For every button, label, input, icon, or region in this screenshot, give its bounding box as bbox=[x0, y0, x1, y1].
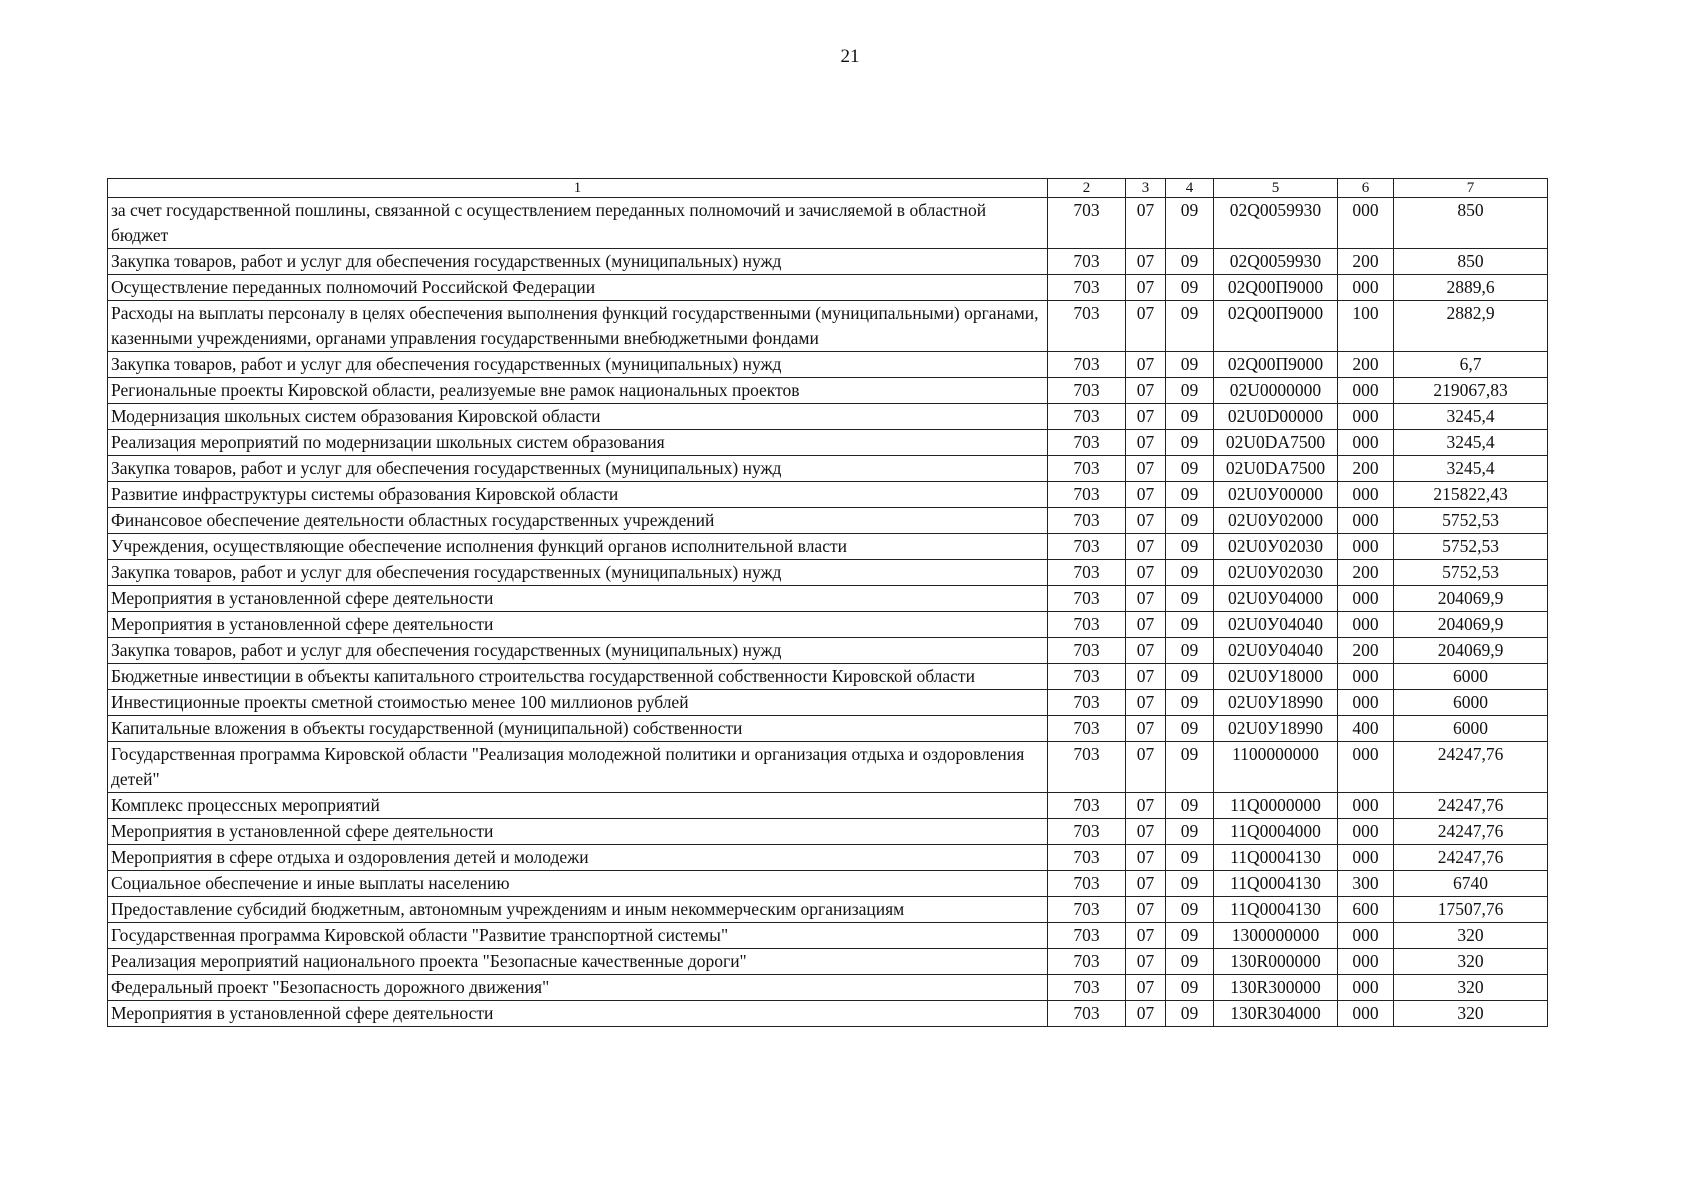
ministry-code-cell: 703 bbox=[1048, 949, 1126, 975]
amount-cell: 204069,9 bbox=[1394, 638, 1548, 664]
amount-cell: 219067,83 bbox=[1394, 378, 1548, 404]
amount-cell: 2889,6 bbox=[1394, 275, 1548, 301]
ministry-code-cell: 703 bbox=[1048, 249, 1126, 275]
expense-type-cell: 000 bbox=[1338, 690, 1394, 716]
ministry-code-cell: 703 bbox=[1048, 508, 1126, 534]
expense-name-cell: Финансовое обеспечение деятельности областных государственных учреждений bbox=[108, 508, 1048, 534]
subsection-code-cell: 09 bbox=[1166, 949, 1214, 975]
expense-type-cell: 000 bbox=[1338, 845, 1394, 871]
target-article-cell: 02U0У04040 bbox=[1214, 638, 1338, 664]
target-article-cell: 02U0У18990 bbox=[1214, 690, 1338, 716]
amount-cell: 320 bbox=[1394, 949, 1548, 975]
section-code-cell: 07 bbox=[1126, 249, 1166, 275]
column-header: 2 bbox=[1048, 179, 1126, 198]
subsection-code-cell: 09 bbox=[1166, 871, 1214, 897]
expense-name-cell: Реализация мероприятий по модернизации школьных систем образования bbox=[108, 430, 1048, 456]
table-row bbox=[108, 352, 1548, 378]
column-header: 1 bbox=[108, 179, 1048, 198]
ministry-code-cell: 703 bbox=[1048, 819, 1126, 845]
subsection-code-cell: 09 bbox=[1166, 1001, 1214, 1027]
expense-type-cell: 000 bbox=[1338, 742, 1394, 793]
expense-name-cell: Закупка товаров, работ и услуг для обеспечения государственных (муниципальных) нужд bbox=[108, 352, 1048, 378]
ministry-code-cell: 703 bbox=[1048, 845, 1126, 871]
section-code-cell: 07 bbox=[1126, 793, 1166, 819]
column-header: 3 bbox=[1126, 179, 1166, 198]
table-row bbox=[108, 638, 1548, 664]
subsection-code-cell: 09 bbox=[1166, 638, 1214, 664]
section-code-cell: 07 bbox=[1126, 378, 1166, 404]
expense-type-cell: 000 bbox=[1338, 1001, 1394, 1027]
table-row bbox=[108, 923, 1548, 949]
subsection-code-cell: 09 bbox=[1166, 275, 1214, 301]
amount-cell: 320 bbox=[1394, 975, 1548, 1001]
target-article-cell: 11Q0004130 bbox=[1214, 871, 1338, 897]
subsection-code-cell: 09 bbox=[1166, 897, 1214, 923]
ministry-code-cell: 703 bbox=[1048, 430, 1126, 456]
target-article-cell: 02Q0059930 bbox=[1214, 198, 1338, 249]
amount-cell: 6740 bbox=[1394, 871, 1548, 897]
expense-type-cell: 200 bbox=[1338, 249, 1394, 275]
target-article-cell: 02U0У02000 bbox=[1214, 508, 1338, 534]
table-row bbox=[108, 534, 1548, 560]
subsection-code-cell: 09 bbox=[1166, 534, 1214, 560]
amount-cell: 2882,9 bbox=[1394, 301, 1548, 352]
subsection-code-cell: 09 bbox=[1166, 819, 1214, 845]
section-code-cell: 07 bbox=[1126, 819, 1166, 845]
expense-name-cell: Комплекс процессных мероприятий bbox=[108, 793, 1048, 819]
expense-name-cell: Федеральный проект "Безопасность дорожного движения" bbox=[108, 975, 1048, 1001]
amount-cell: 6,7 bbox=[1394, 352, 1548, 378]
section-code-cell: 07 bbox=[1126, 923, 1166, 949]
expense-type-cell: 200 bbox=[1338, 352, 1394, 378]
amount-cell: 24247,76 bbox=[1394, 742, 1548, 793]
page-number: 21 bbox=[840, 46, 860, 67]
expense-name-cell: Государственная программа Кировской области "Реализация молодежной политики и организация отдыха и оздоровления детей" bbox=[108, 742, 1048, 793]
expense-name-cell: Закупка товаров, работ и услуг для обеспечения государственных (муниципальных) нужд bbox=[108, 456, 1048, 482]
amount-cell: 6000 bbox=[1394, 716, 1548, 742]
target-article-cell: 02U0У18000 bbox=[1214, 664, 1338, 690]
expense-name-cell: Мероприятия в установленной сфере деятельности bbox=[108, 819, 1048, 845]
section-code-cell: 07 bbox=[1126, 352, 1166, 378]
section-code-cell: 07 bbox=[1126, 198, 1166, 249]
target-article-cell: 02U0DA7500 bbox=[1214, 456, 1338, 482]
expense-name-cell: Мероприятия в сфере отдыха и оздоровления детей и молодежи bbox=[108, 845, 1048, 871]
ministry-code-cell: 703 bbox=[1048, 690, 1126, 716]
table-row bbox=[108, 198, 1548, 249]
column-header: 5 bbox=[1214, 179, 1338, 198]
column-header: 4 bbox=[1166, 179, 1214, 198]
amount-cell: 24247,76 bbox=[1394, 793, 1548, 819]
expense-name-cell: Расходы на выплаты персоналу в целях обеспечения выполнения функций государственными (муниципальными) органами, казенными учреждениями, органами управления государственными внебюджетными фондами bbox=[108, 301, 1048, 352]
ministry-code-cell: 703 bbox=[1048, 871, 1126, 897]
expense-type-cell: 100 bbox=[1338, 301, 1394, 352]
ministry-code-cell: 703 bbox=[1048, 664, 1126, 690]
expense-type-cell: 600 bbox=[1338, 897, 1394, 923]
subsection-code-cell: 09 bbox=[1166, 430, 1214, 456]
table-row bbox=[108, 378, 1548, 404]
table-row bbox=[108, 690, 1548, 716]
table-row bbox=[108, 793, 1548, 819]
section-code-cell: 07 bbox=[1126, 534, 1166, 560]
expense-type-cell: 300 bbox=[1338, 871, 1394, 897]
expense-type-cell: 200 bbox=[1338, 456, 1394, 482]
section-code-cell: 07 bbox=[1126, 404, 1166, 430]
section-code-cell: 07 bbox=[1126, 975, 1166, 1001]
subsection-code-cell: 09 bbox=[1166, 975, 1214, 1001]
subsection-code-cell: 09 bbox=[1166, 249, 1214, 275]
section-code-cell: 07 bbox=[1126, 482, 1166, 508]
target-article-cell: 11Q0004000 bbox=[1214, 819, 1338, 845]
table-row bbox=[108, 949, 1548, 975]
ministry-code-cell: 703 bbox=[1048, 301, 1126, 352]
table-row bbox=[108, 560, 1548, 586]
ministry-code-cell: 703 bbox=[1048, 378, 1126, 404]
table-row bbox=[108, 430, 1548, 456]
table-row bbox=[108, 404, 1548, 430]
ministry-code-cell: 703 bbox=[1048, 404, 1126, 430]
section-code-cell: 07 bbox=[1126, 301, 1166, 352]
section-code-cell: 07 bbox=[1126, 456, 1166, 482]
subsection-code-cell: 09 bbox=[1166, 378, 1214, 404]
expense-type-cell: 200 bbox=[1338, 638, 1394, 664]
ministry-code-cell: 703 bbox=[1048, 716, 1126, 742]
table-row bbox=[108, 508, 1548, 534]
target-article-cell: 130R304000 bbox=[1214, 1001, 1338, 1027]
expense-type-cell: 000 bbox=[1338, 664, 1394, 690]
expense-name-cell: за счет государственной пошлины, связанной с осуществлением переданных полномочий и зачисляемой в областной бюджет bbox=[108, 198, 1048, 249]
expense-type-cell: 000 bbox=[1338, 949, 1394, 975]
table-row bbox=[108, 482, 1548, 508]
expense-type-cell: 000 bbox=[1338, 198, 1394, 249]
ministry-code-cell: 703 bbox=[1048, 586, 1126, 612]
amount-cell: 850 bbox=[1394, 249, 1548, 275]
table-row bbox=[108, 301, 1548, 352]
subsection-code-cell: 09 bbox=[1166, 482, 1214, 508]
amount-cell: 6000 bbox=[1394, 690, 1548, 716]
subsection-code-cell: 09 bbox=[1166, 612, 1214, 638]
table-row bbox=[108, 975, 1548, 1001]
target-article-cell: 02U0000000 bbox=[1214, 378, 1338, 404]
section-code-cell: 07 bbox=[1126, 949, 1166, 975]
ministry-code-cell: 703 bbox=[1048, 560, 1126, 586]
section-code-cell: 07 bbox=[1126, 508, 1166, 534]
column-header: 7 bbox=[1394, 179, 1548, 198]
expense-name-cell: Развитие инфраструктуры системы образования Кировской области bbox=[108, 482, 1048, 508]
amount-cell: 5752,53 bbox=[1394, 560, 1548, 586]
ministry-code-cell: 703 bbox=[1048, 612, 1126, 638]
table-row bbox=[108, 871, 1548, 897]
expense-type-cell: 000 bbox=[1338, 404, 1394, 430]
section-code-cell: 07 bbox=[1126, 664, 1166, 690]
table-row bbox=[108, 742, 1548, 793]
subsection-code-cell: 09 bbox=[1166, 352, 1214, 378]
section-code-cell: 07 bbox=[1126, 612, 1166, 638]
target-article-cell: 02U0У02030 bbox=[1214, 560, 1338, 586]
amount-cell: 3245,4 bbox=[1394, 456, 1548, 482]
expense-type-cell: 000 bbox=[1338, 508, 1394, 534]
ministry-code-cell: 703 bbox=[1048, 793, 1126, 819]
section-code-cell: 07 bbox=[1126, 897, 1166, 923]
ministry-code-cell: 703 bbox=[1048, 275, 1126, 301]
target-article-cell: 02U0D00000 bbox=[1214, 404, 1338, 430]
subsection-code-cell: 09 bbox=[1166, 742, 1214, 793]
subsection-code-cell: 09 bbox=[1166, 198, 1214, 249]
target-article-cell: 130R300000 bbox=[1214, 975, 1338, 1001]
expense-type-cell: 000 bbox=[1338, 586, 1394, 612]
expense-type-cell: 000 bbox=[1338, 430, 1394, 456]
table-row bbox=[108, 1001, 1548, 1027]
ministry-code-cell: 703 bbox=[1048, 975, 1126, 1001]
section-code-cell: 07 bbox=[1126, 275, 1166, 301]
ministry-code-cell: 703 bbox=[1048, 638, 1126, 664]
section-code-cell: 07 bbox=[1126, 638, 1166, 664]
subsection-code-cell: 09 bbox=[1166, 456, 1214, 482]
target-article-cell: 02Q0059930 bbox=[1214, 249, 1338, 275]
expense-type-cell: 000 bbox=[1338, 819, 1394, 845]
ministry-code-cell: 703 bbox=[1048, 1001, 1126, 1027]
amount-cell: 850 bbox=[1394, 198, 1548, 249]
section-code-cell: 07 bbox=[1126, 560, 1166, 586]
amount-cell: 5752,53 bbox=[1394, 534, 1548, 560]
target-article-cell: 02U0У04040 bbox=[1214, 612, 1338, 638]
expense-name-cell: Капитальные вложения в объекты государственной (муниципальной) собственности bbox=[108, 716, 1048, 742]
expense-type-cell: 000 bbox=[1338, 534, 1394, 560]
table-row bbox=[108, 897, 1548, 923]
expense-name-cell: Осуществление переданных полномочий Российской Федерации bbox=[108, 275, 1048, 301]
expense-name-cell: Государственная программа Кировской области "Развитие транспортной системы" bbox=[108, 923, 1048, 949]
amount-cell: 204069,9 bbox=[1394, 612, 1548, 638]
target-article-cell: 11Q0004130 bbox=[1214, 897, 1338, 923]
amount-cell: 24247,76 bbox=[1394, 845, 1548, 871]
expense-type-cell: 000 bbox=[1338, 793, 1394, 819]
expense-name-cell: Учреждения, осуществляющие обеспечение исполнения функций органов исполнительной власти bbox=[108, 534, 1048, 560]
amount-cell: 204069,9 bbox=[1394, 586, 1548, 612]
subsection-code-cell: 09 bbox=[1166, 586, 1214, 612]
target-article-cell: 02U0У04000 bbox=[1214, 586, 1338, 612]
amount-cell: 3245,4 bbox=[1394, 404, 1548, 430]
expense-name-cell: Предоставление субсидий бюджетным, автономным учреждениям и иным некоммерческим организациям bbox=[108, 897, 1048, 923]
section-code-cell: 07 bbox=[1126, 690, 1166, 716]
target-article-cell: 1300000000 bbox=[1214, 923, 1338, 949]
target-article-cell: 11Q0000000 bbox=[1214, 793, 1338, 819]
expense-name-cell: Мероприятия в установленной сфере деятельности bbox=[108, 1001, 1048, 1027]
subsection-code-cell: 09 bbox=[1166, 404, 1214, 430]
amount-cell: 3245,4 bbox=[1394, 430, 1548, 456]
subsection-code-cell: 09 bbox=[1166, 793, 1214, 819]
target-article-cell: 02U0У00000 bbox=[1214, 482, 1338, 508]
expense-type-cell: 200 bbox=[1338, 560, 1394, 586]
table-row bbox=[108, 275, 1548, 301]
expense-name-cell: Инвестиционные проекты сметной стоимостью менее 100 миллионов рублей bbox=[108, 690, 1048, 716]
target-article-cell: 02U0У02030 bbox=[1214, 534, 1338, 560]
header-row bbox=[108, 179, 1548, 198]
table-body bbox=[108, 198, 1548, 1027]
expense-name-cell: Региональные проекты Кировской области, реализуемые вне рамок национальных проектов bbox=[108, 378, 1048, 404]
ministry-code-cell: 703 bbox=[1048, 456, 1126, 482]
target-article-cell: 02U0DA7500 bbox=[1214, 430, 1338, 456]
ministry-code-cell: 703 bbox=[1048, 897, 1126, 923]
ministry-code-cell: 703 bbox=[1048, 742, 1126, 793]
table-row bbox=[108, 845, 1548, 871]
amount-cell: 17507,76 bbox=[1394, 897, 1548, 923]
subsection-code-cell: 09 bbox=[1166, 508, 1214, 534]
expense-type-cell: 400 bbox=[1338, 716, 1394, 742]
table-row bbox=[108, 612, 1548, 638]
ministry-code-cell: 703 bbox=[1048, 923, 1126, 949]
ministry-code-cell: 703 bbox=[1048, 352, 1126, 378]
section-code-cell: 07 bbox=[1126, 586, 1166, 612]
expense-type-cell: 000 bbox=[1338, 975, 1394, 1001]
ministry-code-cell: 703 bbox=[1048, 198, 1126, 249]
ministry-code-cell: 703 bbox=[1048, 482, 1126, 508]
expense-name-cell: Мероприятия в установленной сфере деятельности bbox=[108, 612, 1048, 638]
expense-name-cell: Закупка товаров, работ и услуг для обеспечения государственных (муниципальных) нужд bbox=[108, 560, 1048, 586]
amount-cell: 320 bbox=[1394, 1001, 1548, 1027]
expense-type-cell: 000 bbox=[1338, 482, 1394, 508]
subsection-code-cell: 09 bbox=[1166, 845, 1214, 871]
target-article-cell: 1100000000 bbox=[1214, 742, 1338, 793]
target-article-cell: 02U0У18990 bbox=[1214, 716, 1338, 742]
amount-cell: 6000 bbox=[1394, 664, 1548, 690]
section-code-cell: 07 bbox=[1126, 742, 1166, 793]
amount-cell: 5752,53 bbox=[1394, 508, 1548, 534]
subsection-code-cell: 09 bbox=[1166, 560, 1214, 586]
subsection-code-cell: 09 bbox=[1166, 301, 1214, 352]
ministry-code-cell: 703 bbox=[1048, 534, 1126, 560]
table-row bbox=[108, 819, 1548, 845]
table-row bbox=[108, 586, 1548, 612]
expense-type-cell: 000 bbox=[1338, 612, 1394, 638]
budget-table bbox=[107, 178, 1548, 1027]
subsection-code-cell: 09 bbox=[1166, 664, 1214, 690]
target-article-cell: 11Q0004130 bbox=[1214, 845, 1338, 871]
section-code-cell: 07 bbox=[1126, 845, 1166, 871]
amount-cell: 320 bbox=[1394, 923, 1548, 949]
expense-type-cell: 000 bbox=[1338, 378, 1394, 404]
target-article-cell: 02Q00П9000 bbox=[1214, 301, 1338, 352]
amount-cell: 215822,43 bbox=[1394, 482, 1548, 508]
section-code-cell: 07 bbox=[1126, 430, 1166, 456]
subsection-code-cell: 09 bbox=[1166, 716, 1214, 742]
section-code-cell: 07 bbox=[1126, 716, 1166, 742]
expense-name-cell: Социальное обеспечение и иные выплаты населению bbox=[108, 871, 1048, 897]
expense-type-cell: 000 bbox=[1338, 275, 1394, 301]
expense-name-cell: Закупка товаров, работ и услуг для обеспечения государственных (муниципальных) нужд bbox=[108, 249, 1048, 275]
expense-name-cell: Реализация мероприятий национального проекта "Безопасные качественные дороги" bbox=[108, 949, 1048, 975]
section-code-cell: 07 bbox=[1126, 871, 1166, 897]
target-article-cell: 02Q00П9000 bbox=[1214, 352, 1338, 378]
amount-cell: 24247,76 bbox=[1394, 819, 1548, 845]
subsection-code-cell: 09 bbox=[1166, 923, 1214, 949]
table-row bbox=[108, 456, 1548, 482]
expense-name-cell: Модернизация школьных систем образования Кировской области bbox=[108, 404, 1048, 430]
section-code-cell: 07 bbox=[1126, 1001, 1166, 1027]
expense-name-cell: Бюджетные инвестиции в объекты капитального строительства государственной собственности Кировской области bbox=[108, 664, 1048, 690]
column-header: 6 bbox=[1338, 179, 1394, 198]
expense-name-cell: Закупка товаров, работ и услуг для обеспечения государственных (муниципальных) нужд bbox=[108, 638, 1048, 664]
table-row bbox=[108, 716, 1548, 742]
expense-type-cell: 000 bbox=[1338, 923, 1394, 949]
expense-name-cell: Мероприятия в установленной сфере деятельности bbox=[108, 586, 1048, 612]
target-article-cell: 02Q00П9000 bbox=[1214, 275, 1338, 301]
table-header bbox=[108, 179, 1548, 198]
target-article-cell: 130R000000 bbox=[1214, 949, 1338, 975]
table-row bbox=[108, 664, 1548, 690]
table-row bbox=[108, 249, 1548, 275]
subsection-code-cell: 09 bbox=[1166, 690, 1214, 716]
